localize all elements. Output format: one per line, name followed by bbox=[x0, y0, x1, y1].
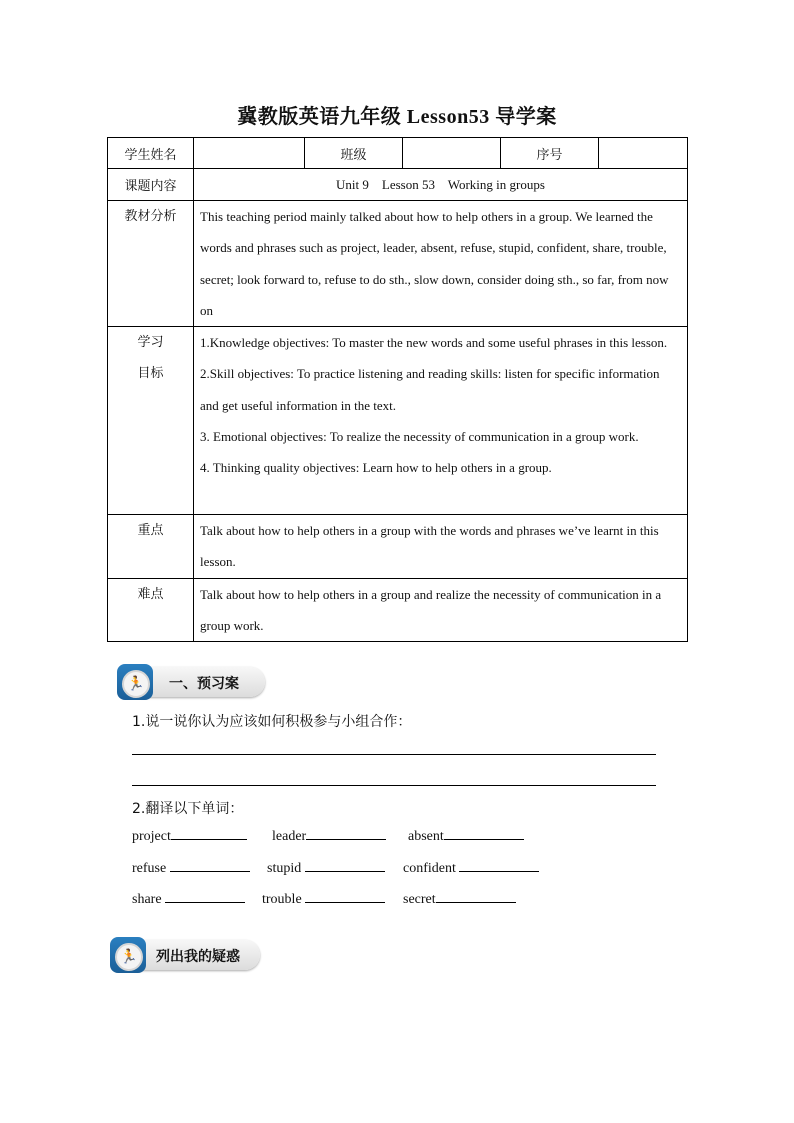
vocab-item bbox=[132, 890, 245, 908]
student-name-field[interactable] bbox=[194, 138, 305, 169]
running-figure-icon: 🏃 bbox=[122, 670, 150, 698]
question-2: 2.翻译以下单词： bbox=[132, 801, 244, 817]
table-row bbox=[108, 138, 688, 169]
vocab-item bbox=[267, 859, 385, 877]
difficulties-text: Talk about how to help others in a group and realize the necessity of communication in a group work. bbox=[194, 578, 688, 642]
key-points-text: Talk about how to help others in a group with the words and phrases we’ve learnt in this lesson. bbox=[194, 515, 688, 579]
student-name-label: 学生姓名 bbox=[108, 138, 194, 169]
vocab-blank[interactable] bbox=[436, 890, 516, 903]
vocab-item bbox=[403, 859, 539, 877]
topic-value: Unit 9 Lesson 53 Working in groups bbox=[194, 169, 688, 201]
vocab-blank[interactable] bbox=[306, 827, 386, 840]
objectives-label bbox=[108, 327, 194, 515]
analysis-label: 教材分析 bbox=[108, 201, 194, 327]
objectives-label-line2: 目标 bbox=[137, 366, 164, 382]
vocab-blank[interactable] bbox=[459, 859, 539, 872]
analysis-text: This teaching period mainly talked about how to help others in a group. We learned the words and phrases such as project, leader, absent, refuse, stupid, confident, share, trouble, secret; look forward to, refuse to do sth., slow down, consider doing sth., so far, from now on bbox=[194, 201, 688, 327]
vocab-word: leader bbox=[272, 829, 307, 844]
vocab-word: absent bbox=[408, 829, 444, 844]
table-row bbox=[108, 578, 688, 642]
vocab-word: stupid bbox=[267, 861, 302, 876]
vocab-word: refuse bbox=[132, 861, 167, 876]
question-1: 1.说一说你认为应该如何积极参与小组合作： bbox=[132, 714, 412, 730]
answer-line[interactable] bbox=[132, 785, 656, 786]
topic-label: 课题内容 bbox=[108, 169, 194, 201]
vocab-word: trouble bbox=[262, 892, 302, 907]
preview-heading: 一、预习案 bbox=[169, 676, 239, 692]
vocab-blank[interactable] bbox=[171, 827, 247, 840]
class-field[interactable] bbox=[403, 138, 501, 169]
objectives-label-line1: 学习 bbox=[137, 335, 164, 351]
class-label: 班级 bbox=[305, 138, 403, 169]
vocab-blank[interactable] bbox=[165, 890, 245, 903]
page-title: 冀教版英语九年级 Lesson53 导学案 bbox=[237, 106, 557, 128]
answer-line[interactable] bbox=[132, 754, 656, 755]
doubts-heading-banner bbox=[134, 940, 260, 970]
table-row bbox=[108, 327, 688, 515]
vocab-blank[interactable] bbox=[305, 890, 385, 903]
running-figure-icon: 🏃 bbox=[115, 943, 143, 971]
objective-item: 4. Thinking quality objectives: Learn how to help others in a group. bbox=[200, 460, 552, 476]
objective-item: 1.Knowledge objectives: To master the new words and some useful phrases in this lesson. bbox=[200, 335, 668, 351]
objective-item: 3. Emotional objectives: To realize the necessity of communication in a group work. bbox=[200, 429, 639, 445]
number-label: 序号 bbox=[501, 138, 599, 169]
info-table bbox=[107, 137, 688, 642]
vocab-item bbox=[132, 859, 250, 877]
preview-section-header bbox=[117, 664, 267, 700]
preview-heading-banner bbox=[141, 667, 265, 697]
doubts-section-header bbox=[110, 937, 260, 973]
vocab-blank[interactable] bbox=[170, 859, 250, 872]
doubts-heading: 列出我的疑惑 bbox=[156, 949, 240, 965]
vocab-item bbox=[132, 827, 247, 845]
objectives-list bbox=[194, 327, 688, 515]
number-field[interactable] bbox=[599, 138, 688, 169]
vocab-item bbox=[408, 827, 524, 845]
table-row bbox=[108, 201, 688, 327]
vocab-blank[interactable] bbox=[444, 827, 524, 840]
objective-item: 2.Skill objectives: To practice listening and reading skills: listen for specific information and get useful information in the text. bbox=[200, 366, 660, 413]
difficulties-label: 难点 bbox=[108, 578, 194, 642]
vocab-word: share bbox=[132, 892, 162, 907]
vocab-item bbox=[262, 890, 385, 908]
vocab-blank[interactable] bbox=[305, 859, 385, 872]
key-points-label: 重点 bbox=[108, 515, 194, 579]
table-row bbox=[108, 169, 688, 201]
vocab-word: secret bbox=[403, 892, 436, 907]
vocab-item bbox=[403, 890, 516, 908]
vocab-word: project bbox=[132, 829, 171, 844]
table-row bbox=[108, 515, 688, 579]
vocab-word: confident bbox=[403, 861, 456, 876]
vocab-item bbox=[272, 827, 386, 845]
